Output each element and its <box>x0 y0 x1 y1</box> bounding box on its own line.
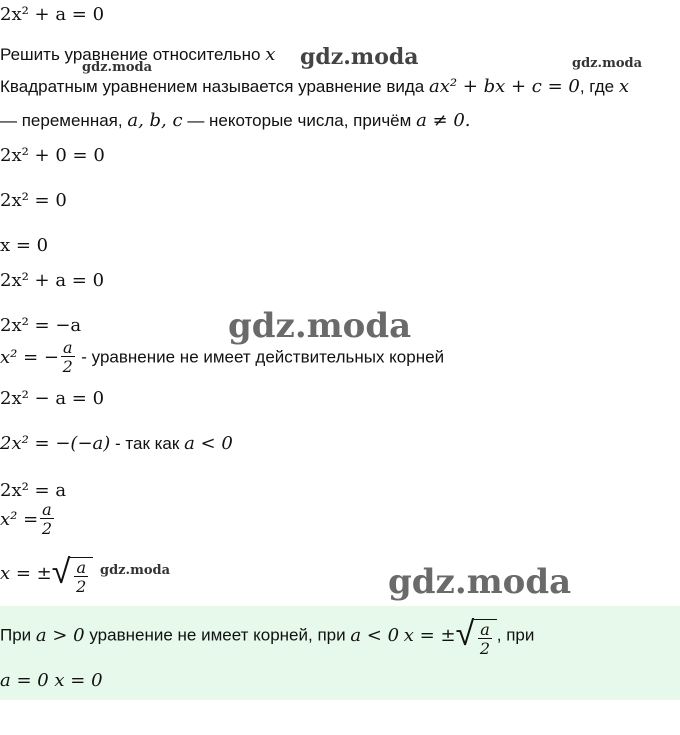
definition-line-1 <box>0 76 629 98</box>
solve-text: Решить уравнение относительно <box>0 45 261 64</box>
definition-numbers-text: — некоторые числа, причём <box>187 111 412 130</box>
watermark-logo: gdz.moda <box>100 563 171 578</box>
case3-root-lhs: x = ± <box>0 563 52 584</box>
case3-step2: 2x² = a <box>0 480 67 501</box>
case3-note: - так как <box>115 434 180 453</box>
case3-root-line <box>0 552 93 595</box>
equation-main: 2x² + a = 0 <box>0 4 105 25</box>
answer-box <box>0 606 680 700</box>
case1-step: 2x² = 0 <box>0 190 67 211</box>
definition-variable: x <box>618 76 630 97</box>
case2-fraction-numerator: a <box>62 338 73 357</box>
definition-condition: a ≠ 0. <box>416 110 471 131</box>
watermark-logo: gdz.moda <box>388 562 572 602</box>
definition-formula: ax² + bx + c = 0 <box>428 76 580 97</box>
case3-fraction <box>40 502 54 537</box>
answer-radical-sign: √ <box>455 614 475 654</box>
case3-step: 2x² = −(−a) <box>0 433 111 454</box>
case1-result: x = 0 <box>0 235 49 256</box>
solve-variable: x <box>265 44 276 65</box>
answer-root-numerator: a <box>480 620 490 639</box>
answer-line-1 <box>0 614 534 657</box>
answer-condition-2: a < 0 <box>350 625 400 646</box>
case3-root-fraction <box>74 560 88 595</box>
answer-line-2: a = 0 x = 0 <box>0 670 103 691</box>
definition-text-where: , где <box>579 77 615 96</box>
case2-fraction-denominator: 2 <box>62 357 73 376</box>
answer-condition-1: a > 0 <box>35 625 85 646</box>
case2-fraction <box>61 340 75 375</box>
case3-step-line <box>0 433 233 455</box>
case2-fraction-lhs: x² = − <box>0 347 59 368</box>
definition-line-2 <box>0 110 471 132</box>
case3-fraction-lhs: x² = <box>0 509 39 530</box>
case2-note: - уравнение не имеет действительных корней <box>81 347 445 367</box>
case3-root-numerator: a <box>76 558 86 577</box>
radical-sign: √ <box>51 552 71 592</box>
case3-equation: 2x² − a = 0 <box>0 388 105 409</box>
definition-coefficients: a, b, c <box>127 110 183 131</box>
case3-root-denominator: 2 <box>76 577 87 596</box>
case3-fraction-denominator: 2 <box>41 519 53 538</box>
watermark-logo: gdz.moda <box>300 44 419 70</box>
case3-fraction-line <box>0 502 56 537</box>
definition-text: Квадратным уравнением называется уравнение вида <box>0 77 425 96</box>
answer-root-denominator: 2 <box>479 639 491 658</box>
square-root <box>52 552 93 595</box>
definition-variable-text: — переменная, <box>0 111 123 130</box>
watermark-logo: gdz.moda <box>82 60 153 75</box>
case2-equation: 2x² + a = 0 <box>0 270 105 291</box>
watermark-logo: gdz.moda <box>572 56 643 71</box>
case3-condition: a < 0 <box>184 433 233 454</box>
answer-root-lhs: x = ± <box>403 625 456 646</box>
case3-fraction-numerator: a <box>42 500 52 519</box>
watermark-logo: gdz.moda <box>228 306 412 346</box>
case1-equation: 2x² + 0 = 0 <box>0 145 105 166</box>
answer-text-2: уравнение не имеет корней, при <box>89 625 346 645</box>
answer-root-fraction <box>478 622 492 657</box>
answer-square-root <box>456 614 497 657</box>
answer-text-3: , при <box>496 625 535 645</box>
case2-step: 2x² = −a <box>0 315 82 336</box>
answer-text-1: При <box>0 625 32 645</box>
